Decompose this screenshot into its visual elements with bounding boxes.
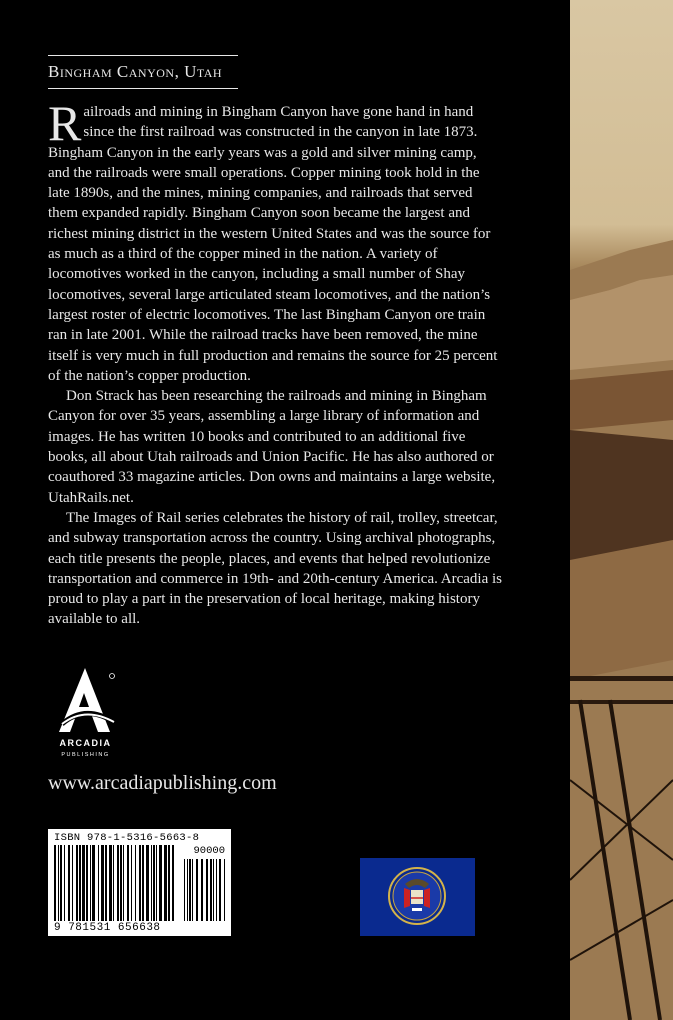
utah-flag-icon [360, 858, 475, 936]
isbn-number: ISBN 978-1-5316-5663-8 [54, 832, 200, 844]
heading-rule-bottom [48, 88, 238, 89]
paragraph-3: The Images of Rail series celebrates the history of rail, trolley, streetcar, and subway transportation across the country. Using archival photographs, each title presents the people, places, and events that helped revolutionize transportation and commerce in 19th- and 20th-century America. Arcadia is proud to play a part in the preservation of local heritage, making history available to all. [48, 509, 503, 628]
publisher-url[interactable]: www.arcadiapublishing.com [48, 772, 277, 794]
heading-rule-top [48, 55, 238, 56]
drop-cap: R [48, 95, 82, 151]
cover-photo-edge [570, 0, 673, 1020]
barcode-digits: 9 781531 656638 [54, 922, 161, 934]
paragraph-2: Don Strack has been researching the railroads and mining in Bingham Canyon for over 35 years, assembling a large library of information and images. He has written 10 books and contributed to an additional five books, all about Utah railroads and Union Pacific. He has also authored or coauthored 33 magazine articles. Don owns and maintains a large website, UtahRails.net. [48, 388, 496, 506]
description-text [48, 95, 503, 630]
cover-heading: Bingham Canyon, Utah [48, 62, 223, 81]
logo-subtitle: PUBLISHING [61, 752, 110, 758]
price-code: 90000 [193, 845, 225, 857]
isbn-barcode [48, 829, 231, 936]
arcadia-a-logo-icon [48, 662, 123, 762]
paragraph-1-text: ailroads and mining in Bingham Canyon have gone hand in hand since the first railroad was constructed in the canyon in late 1873. Bingham Canyon in the early years was a gold and silver mining camp, and the railroads were small operations. Copper mining took hold in the late 1890s, and the mines, mining companies, and railroads that served them expanded rapidly. Bingham Canyon soon became the largest and richest mining district in the western United States and was the source for as much as a third of the copper mined in the nation. A variety of locomotives worked in the canyon, including a small number of Shay locomotives, several large articulated steam locomotives, and the nation’s largest roster of electric locomotives. The last Bingham Canyon ore train ran in late 2001. While the railroad tracks have been removed, the mine itself is very much in full production and remains the source for 25 percent of the nation’s copper production. [48, 104, 498, 384]
barcode-bars [48, 829, 231, 936]
logo-wordmark: ARCADIA [59, 738, 112, 748]
paragraph-1 [48, 95, 502, 386]
arcadia-logo [48, 662, 123, 762]
